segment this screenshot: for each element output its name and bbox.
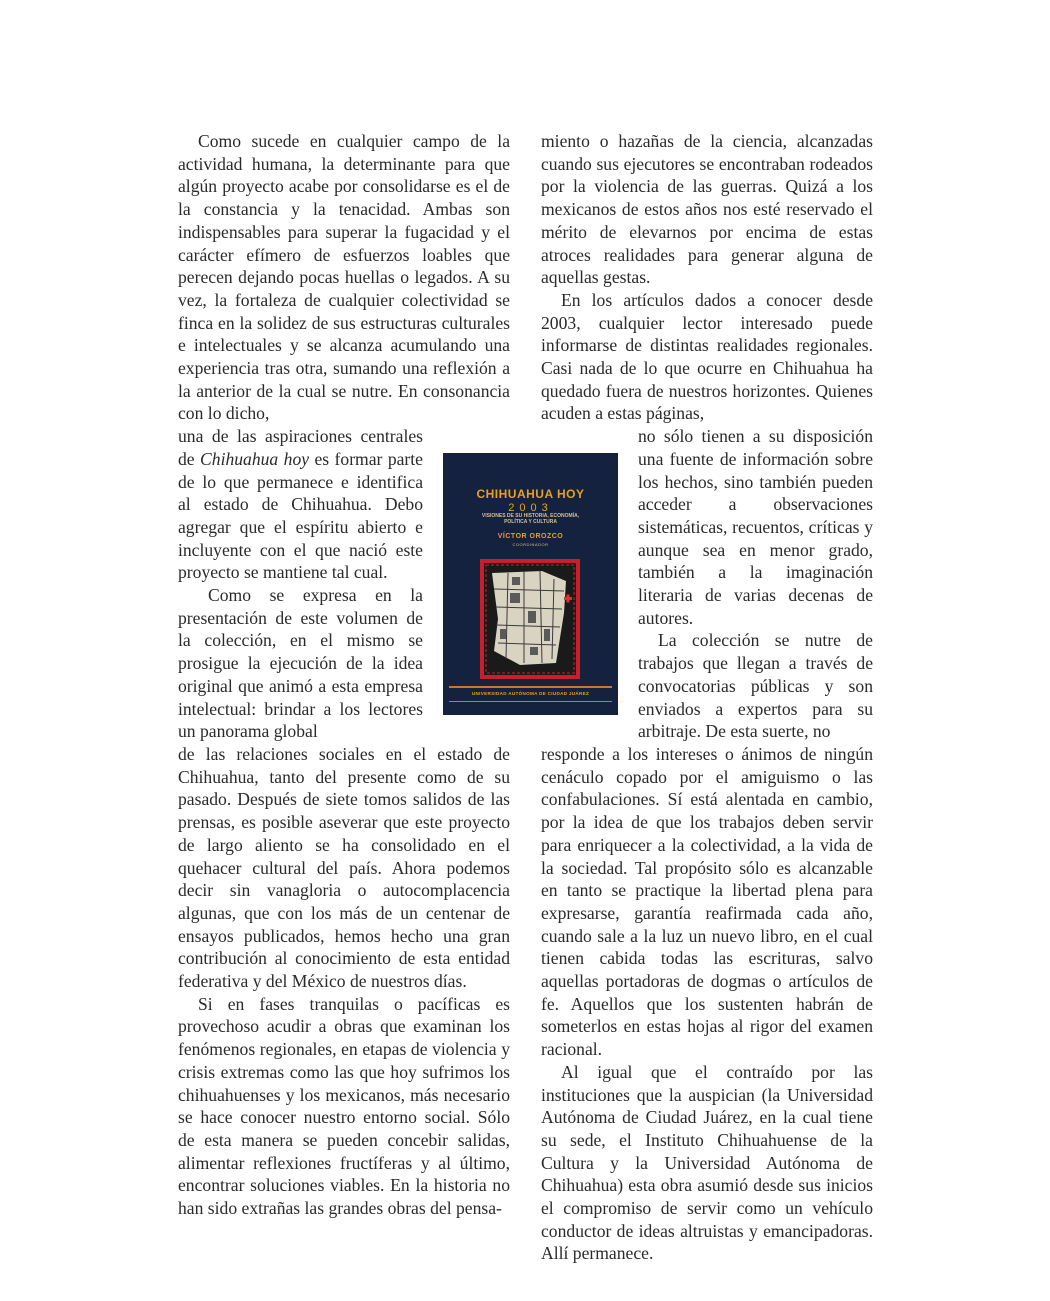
paragraph: Como sucede en cualquier campo de la actividad humana, la determinante para que algún proyecto acabe por consolidarse es el de la constancia y la tenacidad. Ambas son indispensables para superar la fugacidad y el carácter efímero de esfuerzos loables que perecen dejando pocas huellas o legados. A su vez, la fortaleza de cualquier colectividad se finca en la solidez de sus estructuras culturales e intelectuales y se alcanza acumulando una experiencia tras otra, sumando una reflexión a la anterior de la cual se nutre. En consonancia con lo dicho, <box>178 131 510 424</box>
cover-author: VÍCTOR OROZCO <box>497 533 564 540</box>
book-cover-image <box>443 453 618 715</box>
cover-year: 2003 <box>508 502 553 514</box>
paragraph: La colección se nutre de trabajos que llegan a través de convocatorias públicas y son enviados a expertos para su arbitraje. De esta suerte, no <box>638 630 873 742</box>
cover-subtitle: VISIONES DE SU HISTORIA, ECONOMÍA, POLÍTICA Y CULTURA <box>481 513 580 525</box>
cover-title: CHIHUAHUA HOY <box>476 487 585 501</box>
paragraph: Al igual que el contraído por las instituciones que la auspician (la Universidad Autónoma de Ciudad Juárez, en la cual tiene su sede, el Instituto Chihuahuense de la Cultura y la Universidad Autónoma de Chihuahua) esta obra asumió desde sus inicios el compromiso de servir como un vehículo conductor de ideas altruistas y emancipadoras. Allí permanece. <box>541 1061 873 1264</box>
cover-divider <box>449 686 612 688</box>
paragraph-continuation: no sólo tienen a su disposición una fuente de información sobre los hechos, sino también pueden acceder a observaciones sistemáticas, recuentos, críticas y aunque sea en menor grado, también a la imaginación literaria de varias decenas de autores. <box>638 426 873 628</box>
paragraph-wrapped <box>178 425 423 584</box>
text-run: una de las aspiraciones centrales de <box>178 426 423 469</box>
cover-map-illustration <box>480 559 580 679</box>
cover-publisher: UNIVERSIDAD AUTÓNOMA DE CIUDAD JUÁREZ <box>471 691 590 696</box>
cover-author-role: COORDINADOR <box>512 542 549 547</box>
book-title-italic: Chihuahua hoy <box>200 448 310 469</box>
paragraph-continuation <box>178 425 423 584</box>
cover-divider <box>449 701 612 702</box>
paragraph-continuation: miento o hazañas de la ciencia, alcanzadas cuando sus ejecutores se encontraban rodeados por la violencia de las guerras. Quizá a los mexicanos de estos años nos esté reservado el mérito de elevarnos por encima de estas atroces realidades para generar alguna de aquellas gestas. <box>541 131 873 288</box>
paragraph: En los artículos dados a conocer desde 2003, cualquier lector interesado puede informarse de distintas realidades regionales. Casi nada de lo que ocurre en Chihuahua ha quedado fuera de nuestros horizontes. Quienes acuden a estas páginas, <box>541 289 873 424</box>
paragraph-continuation: de las relaciones sociales en el estado de Chihuahua, tanto del presente como de su pasado. Después de siete tomos salidos de las prensas, es posible aseverar que este proyecto de largo aliento se ha consolidado en el quehacer cultural del país. Ahora podemos decir sin vanagloria o autocomplacencia algunas, que con los más de un centenar de ensayos publicados, hemos hecho una gran contribución al conocimiento de esta entidad federativa y del México de nuestros días. <box>178 743 510 992</box>
paragraph-wrapped <box>178 584 423 743</box>
text-run: es formar parte de lo que permanece e identifica al estado de Chihuahua. Debo agregar que el espíritu abierto e incluyente con el que nació este proyecto se mantiene tal cual. <box>178 448 423 583</box>
paragraph-continuation: responde a los intereses o ánimos de ningún cenáculo copado por el amiguismo o las confabulaciones. Sí está alentada en cambio, por la idea de que los trabajos deben servir para enriquecer a la colectividad, a la vida de la sociedad. Tal propósito sólo es alcanzable en tanto se practique la libertad plena para expresarse, garantía reafirmada cada año, cuando sale a la luz un nuevo libro, en el cual tienen cabida todas las escrituras, salvo aquellas portadoras de dogmas o artículos de fe. Aquellos que los sustenten habrán de someterlos en estas hojas al rigor del examen racional. <box>541 743 873 1060</box>
paragraph: Como se expresa en la presentación de este volumen de la colección, en el mismo se prosigue la ejecución de la idea original que animó a esta empresa intelectual: brindar a los lectores un panorama global <box>178 585 423 742</box>
paragraph: Si en fases tranquilas o pacíficas es provechoso acudir a obras que examinan los fenómenos regionales, en etapas de violencia y crisis extremas como las que hoy sufrimos los chihuahuenses y los mexicanos, más necesario se hace conocer nuestro entorno social. Sólo de esta manera se pueden concebir salidas, alimentar reflexiones fructíferas y al último, encontrar soluciones viables. En la historia no han sido extrañas las grandes obras del pensa- <box>178 993 510 1219</box>
paragraph-wrapped <box>638 425 873 743</box>
